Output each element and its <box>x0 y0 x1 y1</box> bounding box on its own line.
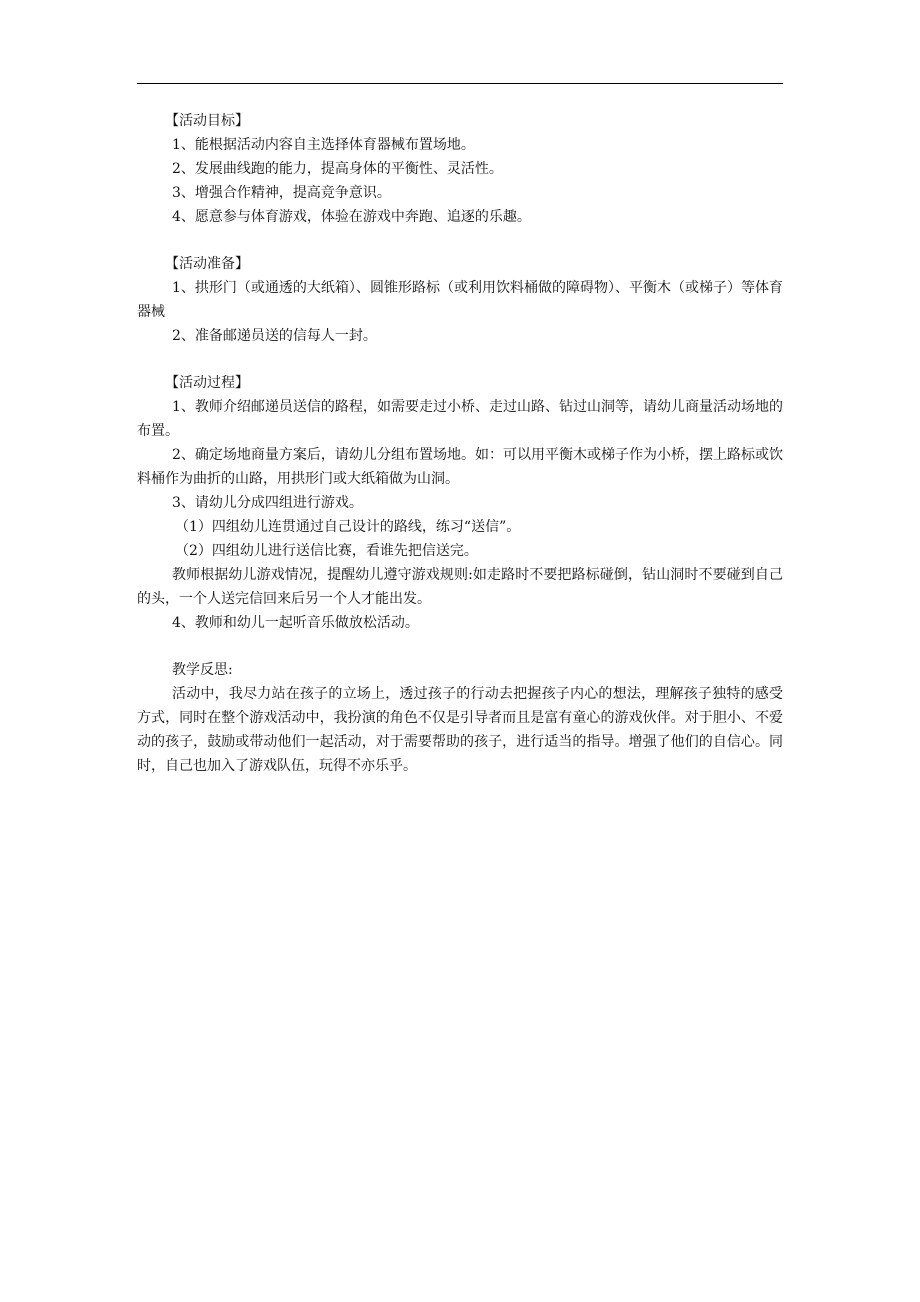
section-heading-process: 【活动过程】 <box>165 375 249 391</box>
goal-item: 1、能根据活动内容自主选择体育器械布置场地。 <box>172 137 475 153</box>
header-rule <box>137 83 783 84</box>
process-item: 1、教师介绍邮递员送信的路程，如需要走过小桥、走过山路、钻过山洞等，请幼儿商量活动场地的布置。 <box>137 399 783 439</box>
process-item: 2、确定场地商量方案后，请幼儿分组布置场地。如：可以用平衡木或梯子作为小桥，摆上路标或饮料桶作为曲折的山路，用拱形门或大纸箱做为山洞。 <box>137 447 783 487</box>
section-heading-reflection: 教学反思: <box>172 662 233 678</box>
process-item: 教师根据幼儿游戏情况，提醒幼儿遵守游戏规则:如走路时不要把路标碰倒，钻山洞时不要碰到自己的头，一个人送完信回来后另一个人才能出发。 <box>137 567 783 607</box>
process-item: 3、请幼儿分成四组进行游戏。 <box>172 495 363 511</box>
goal-item: 3、增强合作精神，提高竞争意识。 <box>172 185 391 201</box>
goal-item: 2、发展曲线跑的能力，提高身体的平衡性、灵活性。 <box>172 161 503 177</box>
process-item: 4、教师和幼儿一起听音乐做放松活动。 <box>172 615 419 631</box>
preparation-item: 1、拱形门（或通透的大纸箱）、圆锥形路标（或利用饮料桶做的障碍物）、平衡木（或梯子）等体育器械 <box>137 280 783 320</box>
section-gap <box>137 348 783 371</box>
process-subitem: （1）四组幼儿连贯通过自己设计的路线，练习“送信”。 <box>175 519 521 535</box>
process-subitem: （2）四组幼儿进行送信比赛，看谁先把信送完。 <box>175 543 478 559</box>
preparation-item: 2、准备邮递员送的信每人一封。 <box>172 328 377 344</box>
document-body <box>137 109 783 778</box>
reflection-paragraph: 活动中，我尽力站在孩子的立场上，透过孩子的行动去把握孩子内心的想法，理解孩子独特的感受方式，同时在整个游戏活动中，我扮演的角色不仅是引导者而且是富有童心的游戏伙伴。对于胆小、不爱动的孩子，鼓励或带动他们一起活动，对于需要帮助的孩子，进行适当的指导。增强了他们的自信心。同时，自己也加入了游戏队伍，玩得不亦乐乎。 <box>137 686 783 774</box>
section-gap <box>137 229 783 252</box>
section-gap <box>137 635 783 658</box>
section-heading-goals: 【活动目标】 <box>165 113 249 129</box>
goal-item: 4、愿意参与体育游戏，体验在游戏中奔跑、追逐的乐趣。 <box>172 209 531 225</box>
section-heading-preparation: 【活动准备】 <box>165 256 249 272</box>
